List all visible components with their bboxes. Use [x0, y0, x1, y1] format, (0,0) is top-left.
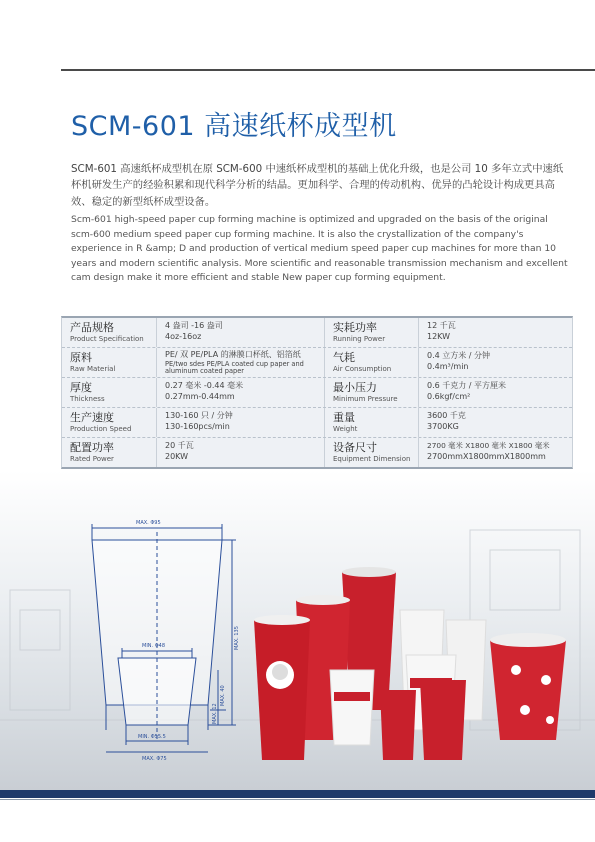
spec-value: 4 盎司 -16 盎司: [165, 321, 223, 330]
spec-value: 0.6 千克力 / 平方厘米: [427, 381, 507, 390]
spec-label-en: Air Consumption: [333, 365, 392, 373]
spec-label-en: Thickness: [70, 395, 105, 403]
spec-table: [61, 316, 573, 469]
dim-label: MIN. Φ55.5: [138, 734, 166, 740]
spec-value: 3600 千克: [427, 411, 466, 420]
spec-row: [62, 318, 572, 348]
spec-row: [62, 408, 572, 438]
spec-value: 3700KG: [427, 421, 459, 431]
spec-value: 0.27 毫米 -0.44 毫米: [165, 381, 244, 390]
intro-english: Scm-601 high-speed paper cup forming machine is optimized and upgraded on the basis of the original scm-600 medium speed paper cup forming machine. It is also the crystallization of the company's experience in R &amp; D and production of vertical medium speed paper cup machines for more than 10 years and modern scientific analysis. More scientific and reasonable transmission mechanism and excellent cam design make it more efficient and stable New paper cup forming equipment.: [71, 214, 568, 284]
spec-value: PE/two sdes PE/PLA coated cup paper and aluminum coated paper: [165, 359, 304, 375]
spec-value: 12KW: [427, 331, 451, 341]
spec-label-en: Running Power: [333, 335, 386, 343]
spec-value: 0.4m³/min: [427, 361, 469, 371]
spec-label-cn: 厚度: [70, 381, 92, 394]
spec-value: 20KW: [165, 451, 189, 461]
spec-label-cn: 原料: [70, 351, 92, 364]
spec-value: 20 千瓦: [165, 441, 194, 450]
spec-row: [62, 378, 572, 408]
cup-dimension-diagram: [80, 510, 250, 770]
spec-label-cn: 配置功率: [70, 441, 114, 454]
dim-label: MIN. Φ48: [142, 643, 166, 649]
dim-label: MAX. 135: [234, 626, 240, 650]
dim-label: MAX. 40: [220, 685, 226, 706]
dim-label: MAX. Φ95: [136, 520, 161, 526]
spec-value: 130-160 只 / 分钟: [165, 411, 233, 420]
spec-value: 2700 毫米 X1800 毫米 X1800 毫米: [427, 441, 550, 450]
spec-value: 12 千瓦: [427, 321, 456, 330]
spec-label-cn: 生产速度: [70, 411, 114, 424]
spec-row: [62, 438, 572, 467]
dim-label: MAX. Φ75: [142, 756, 167, 762]
spec-label-cn: 气耗: [333, 351, 355, 364]
intro-chinese: SCM-601 高速纸杯成型机在原 SCM-600 中速纸杯成型机的基础上优化升级，也是公司 10 多年立式中速纸杯机研发生产的经验积累和现代科学分析的结晶。更加科学、合理的传动机构、优异的凸轮设计构成更具高效、稳定的新型纸杯成型设备。: [71, 163, 564, 208]
dim-label: MAX. 12: [212, 703, 218, 724]
top-rule: [61, 69, 595, 71]
page-title: SCM-601 高速纸杯成型机: [71, 111, 397, 142]
spec-value: 0.4 立方米 / 分钟: [427, 351, 491, 360]
spec-label-cn: 实耗功率: [333, 321, 377, 334]
spec-label-en: Rated Power: [70, 455, 114, 463]
spec-value: PE/ 双 PE/PLA 的淋膜口杯纸、铝箔纸: [165, 350, 301, 359]
spec-row: [62, 348, 572, 378]
spec-value: 2700mmX1800mmX1800mm: [427, 451, 546, 461]
spec-label-en: Equipment Dimension: [333, 455, 411, 463]
footer-rule: [0, 799, 595, 800]
spec-label-en: Weight: [333, 425, 358, 433]
spec-label-cn: 产品规格: [70, 321, 114, 334]
spec-label-cn: 最小压力: [333, 381, 377, 394]
spec-value: 0.6kgf/cm²: [427, 391, 471, 401]
spec-label-en: Production Speed: [70, 425, 132, 433]
spec-value: 4oz-16oz: [165, 331, 202, 341]
spec-value: 0.27mm-0.44mm: [165, 391, 235, 401]
spec-label-cn: 设备尺寸: [333, 441, 377, 454]
spec-label-en: Raw Material: [70, 365, 116, 373]
spec-label-en: Minimum Pressure: [333, 395, 398, 403]
footer-accent-bar: [0, 790, 595, 798]
spec-label-cn: 重量: [333, 411, 355, 424]
spec-value: 130-160pcs/min: [165, 421, 230, 431]
spec-label-en: Product Specification: [70, 335, 144, 343]
paper-cups-photo: [250, 560, 590, 780]
